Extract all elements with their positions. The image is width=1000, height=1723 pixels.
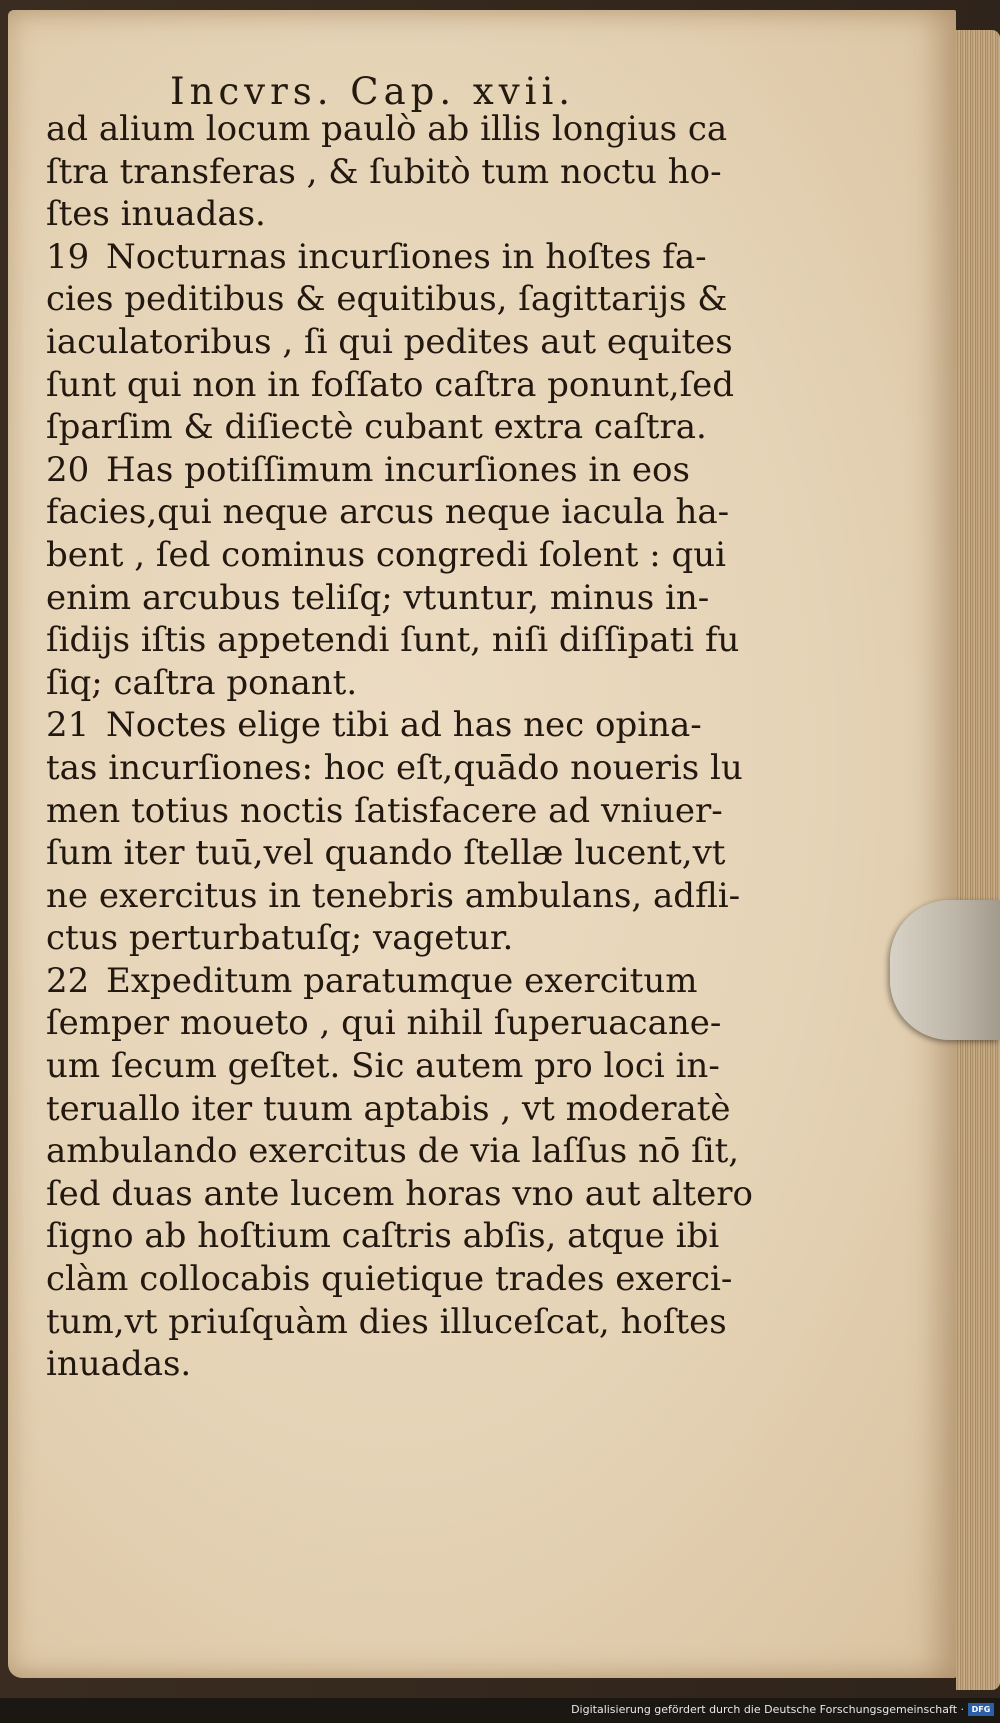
text-line xyxy=(46,1045,786,1088)
line-text: ſigno ab hoſtium caſtris abſis, atque ibi xyxy=(46,1216,720,1257)
text-line xyxy=(46,1301,786,1344)
line-text: ſunt qui non in foſſato caſtra ponunt,ſed xyxy=(46,364,735,405)
paragraph-number: 21 xyxy=(46,705,90,746)
text-line xyxy=(46,832,786,875)
line-text: Nocturnas incurſiones in hoſtes fa- xyxy=(106,236,707,277)
line-text: ſparſim & diſiectè cubant extra caſtra. xyxy=(46,407,707,448)
line-text: bent , ſed cominus congredi ſolent : qui xyxy=(46,534,727,575)
line-text: ſtra transferas , & ſubitò tum noctu ho- xyxy=(46,151,722,192)
line-text: Noctes elige tibi ad has nec opina- xyxy=(106,705,702,746)
line-text: ſtes inuadas. xyxy=(46,194,266,235)
text-line xyxy=(46,875,786,918)
paragraph-number: 19 xyxy=(46,236,90,277)
line-text: facies,qui neque arcus neque iacula ha- xyxy=(46,492,730,533)
line-text: ſum iter tuū,vel quando ſtellæ lucent,vt xyxy=(46,833,726,874)
text-line xyxy=(46,960,786,1003)
text-line xyxy=(46,577,786,620)
paragraph-number: 22 xyxy=(46,960,90,1001)
body-text xyxy=(46,108,786,1386)
text-line xyxy=(46,1343,786,1386)
text-line xyxy=(46,662,786,705)
text-line xyxy=(46,491,786,534)
running-head: Incvrs. Cap. xvii. xyxy=(170,70,576,113)
line-text: um ſecum geſtet. Sic autem pro loci in- xyxy=(46,1046,720,1087)
book-page-edges xyxy=(956,30,1000,1690)
line-text: ad alium locum paulò ab illis longius ca xyxy=(46,109,728,149)
line-text: Has potiſſimum incurſiones in eos xyxy=(106,449,690,490)
text-line xyxy=(46,1173,786,1216)
line-text: ſiq; caſtra ponant. xyxy=(46,662,358,703)
line-text: ſed duas ante lucem horas vno aut altero xyxy=(46,1173,754,1214)
line-text: clàm collocabis quietique trades exerci- xyxy=(46,1259,733,1300)
text-line xyxy=(46,1002,786,1045)
dfg-logo: DFG xyxy=(968,1703,994,1716)
line-text: ne exercitus in tenebris ambulans, adfli- xyxy=(46,875,741,916)
line-text: ſemper moueto , qui nihil ſuperuacane- xyxy=(46,1003,722,1044)
text-line xyxy=(46,1088,786,1131)
line-text: ambulando exercitus de via laſſus nō ſit, xyxy=(46,1131,740,1172)
text-line xyxy=(46,236,786,279)
line-text: enim arcubus teliſq; vtuntur, minus in- xyxy=(46,577,710,618)
line-text: inuadas. xyxy=(46,1344,192,1385)
text-line xyxy=(46,619,786,662)
text-line xyxy=(46,704,786,747)
paragraph-number: 20 xyxy=(46,449,90,490)
text-line xyxy=(46,278,786,321)
text-line xyxy=(46,790,786,833)
clasp-overlay xyxy=(890,900,1000,1040)
line-text: Expeditum paratumque exercitum xyxy=(106,960,698,1001)
line-text: cies peditibus & equitibus, ſagittarijs & xyxy=(46,279,728,320)
text-line xyxy=(46,193,786,236)
line-text: ctus perturbatuſq; vagetur. xyxy=(46,918,514,959)
text-line xyxy=(46,321,786,364)
line-text: tas incurſiones: hoc eſt,quādo noueris lu xyxy=(46,747,743,788)
line-text: tum,vt priuſquàm dies illuceſcat, hoſtes xyxy=(46,1301,727,1342)
line-text: iaculatoribus , ſi qui pedites aut equites xyxy=(46,321,733,362)
text-line xyxy=(46,449,786,492)
text-line xyxy=(46,747,786,790)
text-line xyxy=(46,108,786,151)
text-line xyxy=(46,406,786,449)
text-line xyxy=(46,1130,786,1173)
text-line xyxy=(46,917,786,960)
line-text: ſidijs iſtis appetendi ſunt, niſi diſſipati fu xyxy=(46,620,740,661)
text-line xyxy=(46,1215,786,1258)
text-line xyxy=(46,364,786,407)
line-text: teruallo iter tuum aptabis , vt moderatè xyxy=(46,1088,731,1129)
text-line xyxy=(46,534,786,577)
text-line xyxy=(46,151,786,194)
text-line xyxy=(46,1258,786,1301)
digitization-credit: Digitalisierung gefördert durch die Deutsche Forschungsgemeinschaft · xyxy=(571,1703,964,1716)
line-text: men totius noctis ſatisfacere ad vniuer- xyxy=(46,790,723,831)
